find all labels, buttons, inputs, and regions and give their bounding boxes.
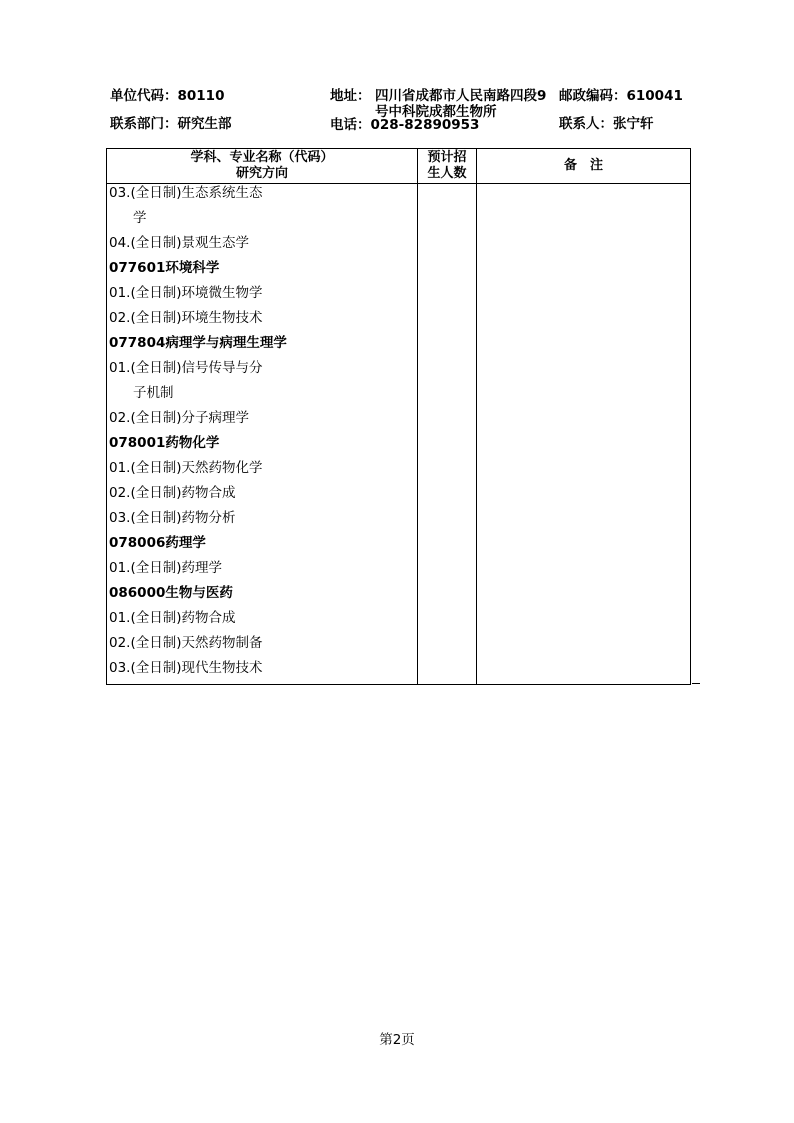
col-quota-header-line2: 生人数 bbox=[427, 166, 467, 181]
col-subject-header-line1: 学科、专业名称（代码） bbox=[190, 150, 334, 165]
address-label: 地址： bbox=[330, 88, 371, 104]
list-item: 02.(全日制)药物合成 bbox=[109, 485, 236, 501]
unit-code: 单位代码：80110 bbox=[110, 88, 225, 104]
col-quota-header bbox=[418, 149, 477, 184]
address-value: 四川省成都市人民南路四段9号中科院成都生物所 bbox=[375, 88, 547, 120]
col-remarks-header: 备 注 bbox=[477, 149, 691, 184]
table-header-row bbox=[107, 149, 691, 184]
quota-cell bbox=[418, 184, 477, 685]
postal-code: 邮政编码：610041 bbox=[559, 88, 683, 104]
table-body-row bbox=[107, 184, 691, 685]
col-quota-header-line1: 预计招 bbox=[427, 150, 467, 165]
subject-list-cell bbox=[107, 184, 418, 685]
phone: 电话：028-82890953 bbox=[330, 117, 480, 133]
list-item: 03.(全日制)药物分析 bbox=[109, 510, 236, 526]
list-item: 03.(全日制)生态系统生态 bbox=[109, 185, 263, 201]
discipline-row: 077804病理学与病理生理学 bbox=[109, 335, 287, 351]
discipline-row: 078001药物化学 bbox=[109, 435, 220, 451]
list-item: 01.(全日制)药物合成 bbox=[109, 610, 236, 626]
list-item: 01.(全日制)信号传导与分 bbox=[109, 360, 263, 376]
contact-department: 联系部门：研究生部 bbox=[110, 116, 232, 132]
list-item: 02.(全日制)天然药物制备 bbox=[109, 635, 263, 651]
col-subject-header-line2: 研究方向 bbox=[235, 166, 288, 181]
discipline-row: 077601环境科学 bbox=[109, 260, 220, 276]
list-item: 02.(全日制)分子病理学 bbox=[109, 410, 250, 426]
discipline-row: 086000生物与医药 bbox=[109, 585, 233, 601]
list-item: 02.(全日制)环境生物技术 bbox=[109, 310, 263, 326]
page-number: 第2页 bbox=[379, 1032, 415, 1048]
list-item: 学 bbox=[133, 210, 147, 226]
enrollment-table bbox=[106, 148, 691, 685]
list-item: 01.(全日制)天然药物化学 bbox=[109, 460, 263, 476]
list-item: 01.(全日制)药理学 bbox=[109, 560, 223, 576]
list-item: 04.(全日制)景观生态学 bbox=[109, 235, 250, 251]
table-edge-line bbox=[692, 683, 700, 684]
list-item: 01.(全日制)环境微生物学 bbox=[109, 285, 263, 301]
list-item: 03.(全日制)现代生物技术 bbox=[109, 660, 263, 676]
col-subject-header bbox=[107, 149, 418, 184]
discipline-row: 078006药理学 bbox=[109, 535, 206, 551]
list-item: 子机制 bbox=[133, 385, 174, 401]
contact-person: 联系人：张宁轩 bbox=[559, 116, 654, 132]
address-block bbox=[330, 88, 555, 120]
remarks-cell bbox=[477, 184, 691, 685]
